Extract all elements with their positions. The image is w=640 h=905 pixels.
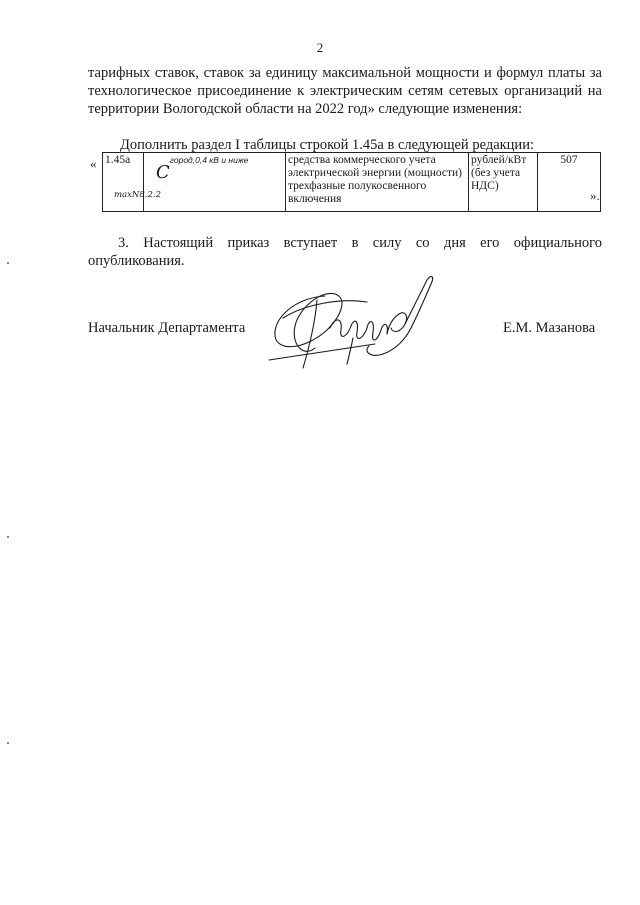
formula-superscript: город,0,4 кВ и ниже <box>169 155 249 165</box>
paragraph-effective <box>88 234 602 270</box>
page-number: 2 <box>316 40 324 55</box>
table-row <box>103 153 601 212</box>
tariff-table-row <box>102 152 601 212</box>
unit-cell: рублей/кВт (без учета НДС) <box>469 153 538 212</box>
paragraph-effective-text: 3. Настоящий приказ вступает в силу со дня его официального опубликования. <box>88 235 602 269</box>
margin-mark <box>7 262 9 264</box>
description-cell: средства коммерческого учета электрической энергии (мощности) трехфазные полукосвенного включения <box>286 153 469 212</box>
value-cell: 507 <box>538 153 601 212</box>
quote-close: ». <box>590 188 600 203</box>
signatory-title: Начальник Департамента <box>88 320 246 336</box>
handwritten-signature <box>255 268 445 378</box>
margin-mark <box>7 536 9 538</box>
formula-subscript: maxN8.2.2 <box>114 190 161 200</box>
formula-base: C <box>156 162 170 183</box>
margin-mark <box>7 742 9 744</box>
paragraph-amendment: Дополнить раздел I таблицы строкой 1.45а в следующей редакции: <box>120 137 534 153</box>
row-number-cell: 1.45а <box>103 153 144 212</box>
paragraph-intro: тарифных ставок, ставок за единицу максимальной мощности и формул платы за технологическое присоединение к электрическим сетям сетевых организаций на территории Вологодской области на 2022 год» следующие изменения: <box>88 65 602 117</box>
quote-open: « <box>90 156 97 171</box>
signatory-name: Е.М. Мазанова <box>503 320 596 336</box>
